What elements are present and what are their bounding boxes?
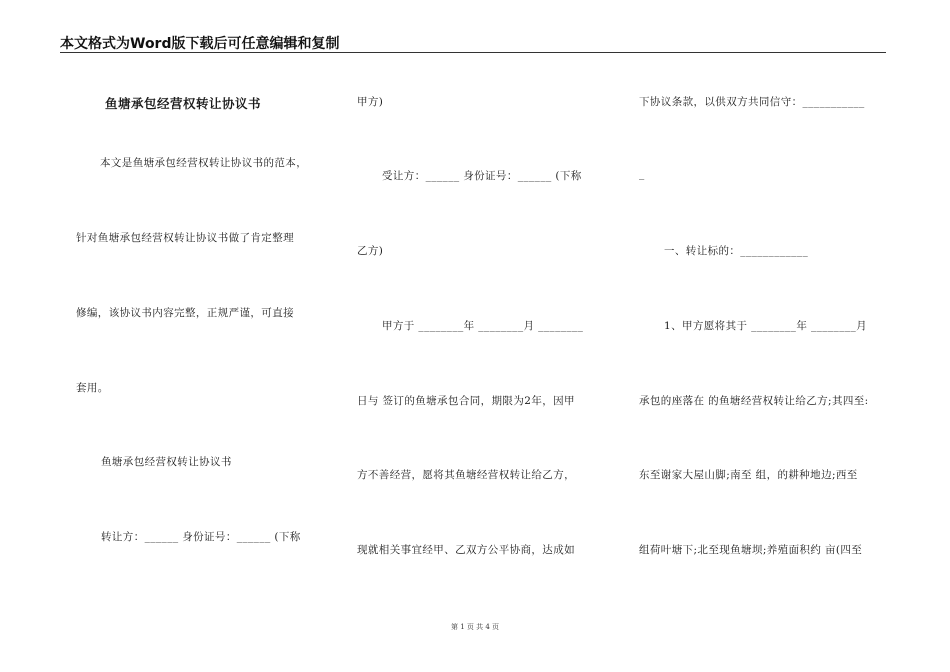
- paragraph-line: 1、甲方愿将其于 ________年 ________月: [664, 320, 868, 332]
- section-heading: 鱼塘承包经营权转让协议书: [101, 456, 232, 468]
- paragraph-line: 受让方：______ 身份证号：______ (下称: [382, 170, 582, 182]
- paragraph-line: 修编，该协议书内容完整，正规严谨，可直接: [76, 307, 294, 319]
- paragraph-line: 套用。: [76, 382, 109, 394]
- page-number: 第 1 页 共 4 页: [450, 623, 500, 631]
- paragraph-line: 甲方): [357, 96, 384, 108]
- paragraph-line: 下协议条款，以供双方共同信守：___________: [639, 96, 865, 108]
- document-header: 本文格式为Word版下载后可任意编辑和复制: [60, 36, 340, 52]
- paragraph-line: 现就相关事宜经甲、乙双方公平协商，达成如: [357, 544, 575, 556]
- paragraph-line: 乙方): [357, 245, 384, 257]
- paragraph-line: 方不善经营，愿将其鱼塘经营权转让给乙方，: [357, 469, 575, 481]
- paragraph-line: 转让方：______ 身份证号：______ (下称: [101, 531, 301, 543]
- paragraph-line: 针对鱼塘承包经营权转让协议书做了肯定整理: [76, 232, 294, 244]
- paragraph-line: 承包的座落在 的鱼塘经营权转让给乙方;其四至:: [639, 395, 869, 407]
- paragraph-line: 日与 签订的鱼塘承包合同，期限为2年，因甲: [357, 395, 575, 407]
- paragraph-line: 本文是鱼塘承包经营权转让协议书的范本，: [100, 157, 308, 169]
- section-heading: 一、转让标的：____________: [664, 245, 809, 257]
- paragraph-line: _: [639, 168, 645, 180]
- paragraph-line: 甲方于 ________年 ________月 ________: [382, 320, 584, 332]
- paragraph-line: 东至谢家大屋山脚;南至 组，的耕种地边;西至: [639, 469, 858, 481]
- paragraph-line: 组荷叶塘下;北至现鱼塘坝;养殖面积约 亩(四至: [639, 544, 863, 556]
- document-title: 鱼塘承包经营权转让协议书: [105, 96, 262, 111]
- header-rule: [60, 52, 886, 53]
